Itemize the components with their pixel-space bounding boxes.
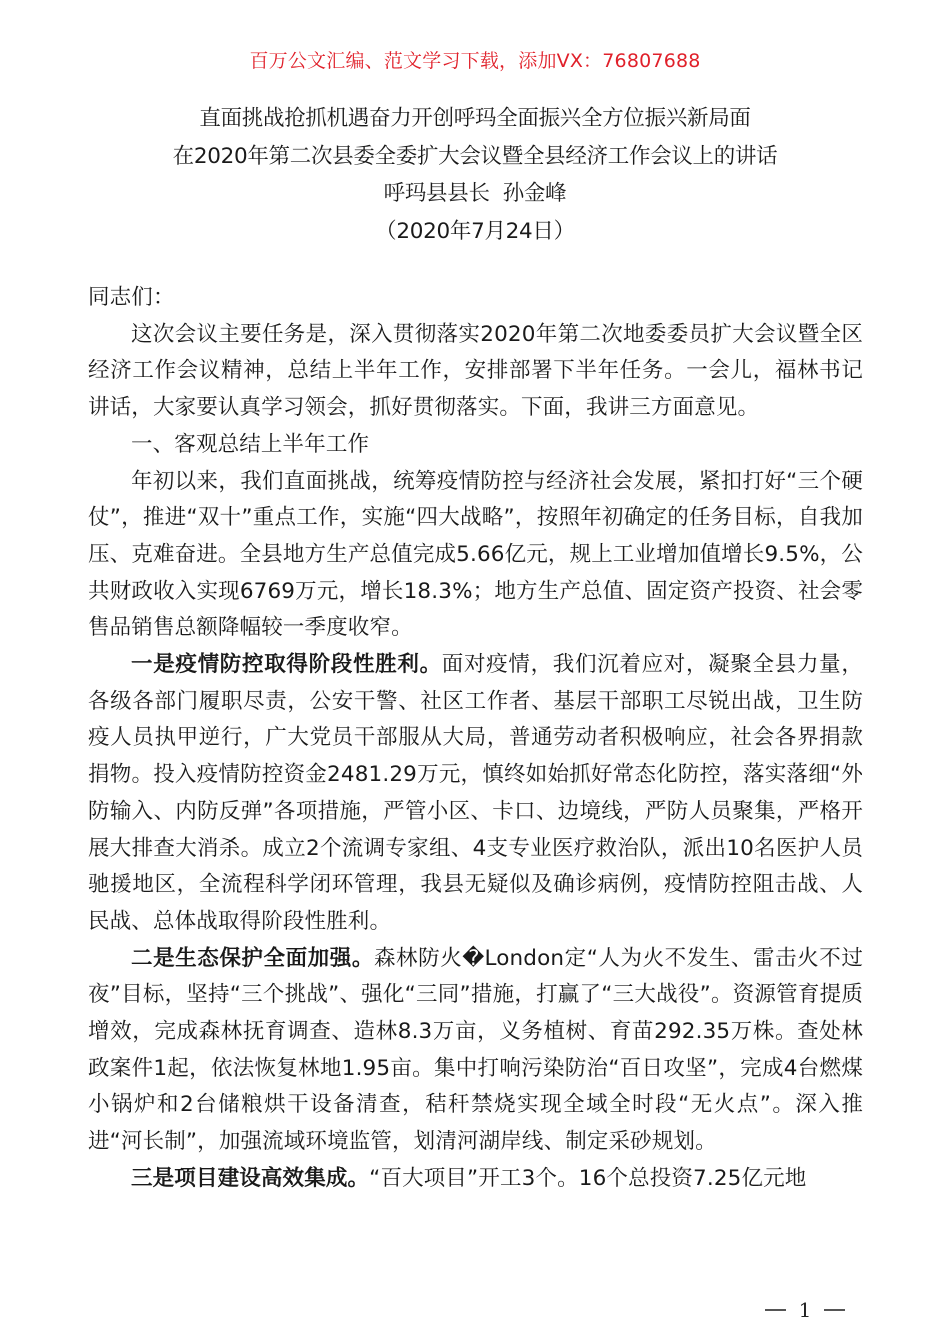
paragraph-ecology — [88, 941, 863, 1161]
document-author: 呼玛县县长 孙金峰 — [383, 181, 567, 206]
document-date: （2020年7月24日） — [375, 218, 575, 244]
paragraph-intro: 这次会议主要任务是，深入贯彻落实2020年第二次地委委员扩大会议暨全区经济工作会议精神，总结上半年工作，安排部署下半年任务。一会儿，福林书记讲话，大家要认真学习领会，抓好贯彻落实。下面，我讲三方面意见。 — [88, 321, 863, 421]
document-title: 直面挑战抢抓机遇奋力开创呼玛全面振兴全方位振兴新局面 — [199, 106, 751, 131]
page-number-footer — [765, 1298, 845, 1322]
paragraph-text-ecology: 森林防火�London定“人为火不发生、雷击火不过夜”目标，坚持“三个挑战”、强化“三同”措施，打赢了“三大战役”。资源管育提质增效，完成森林抚育调查、造林8.3万亩，义务植树、育苗292.35万株。查处林政案件1起，依法恢复林地1.95亩。集中打响污染防治“百日攻坚”，完成4台燃煤小锅炉和2台储粮烘干设备清查，秸秆禁烧实现全域全时段“无火点”。深入推进“河长制”，加强流域环境监管，划清河湖岸线、制定采砂规划。 — [88, 945, 863, 1155]
paragraph-overview: 年初以来，我们直面挑战，统筹疫情防控与经济社会发展，紧扣打好“三个硬仗”，推进“双十”重点工作，实施“四大战略”，按照年初确定的任务目标，自我加压、克难奋进。全县地方生产总值完成5.66亿元，规上工业增加值增长9.5%，公共财政收入实现6769万元，增长18.3%；地方生产总值、固定资产投资、社会零售品销售总额降幅较一季度收窄。 — [88, 468, 863, 641]
document-title-block — [0, 100, 950, 250]
paragraph-lead-projects: 三是项目建设高效集成。 — [131, 1165, 370, 1191]
page-dash-right — [824, 1309, 845, 1311]
paragraph-lead-ecology: 二是生态保护全面加强。 — [131, 945, 374, 971]
paragraph-text-epidemic: 面对疫情，我们沉着应对，凝聚全县力量，各级各部门履职尽责，公安干警、社区工作者、基层干部职工尽锐出战，卫生防疫人员执甲逆行，广大党员干部服从大局，普通劳动者积极响应，社会各界捐款捐物。投入疫情防控资金2481.29万元，慎终如始抓好常态化防控，落实落细“外防输入、内防反弹”各项措施，严管小区、卡口、边境线，严防人员聚集，严格开展大排查大消杀。成立2个流调专家组、4支专业医疗救治队，派出10名医护人员驰援地区，全流程科学闭环管理，我县无疑似及确诊病例，疫情防控阻击战、人民战、总体战取得阶段性胜利。 — [88, 652, 863, 934]
paragraph-lead-epidemic: 一是疫情防控取得阶段性胜利。 — [131, 652, 442, 678]
watermark-banner: 百万公文汇编、范文学习下载，添加VX：76807688 — [249, 50, 701, 72]
page-dash-left — [765, 1309, 786, 1311]
greeting: 同志们： — [88, 285, 175, 310]
paragraph-text-projects: “百大项目”开工3个。16个总投资7.25亿元地 — [369, 1165, 807, 1191]
document-body — [88, 280, 863, 1198]
paragraph-epidemic — [88, 647, 863, 941]
document-subtitle: 在2020年第二次县委全委扩大会议暨全县经济工作会议上的讲话 — [172, 143, 778, 169]
section-heading-1: 一、客观总结上半年工作 — [131, 431, 370, 457]
paragraph-projects — [88, 1161, 863, 1198]
page-number: 1 — [798, 1298, 812, 1322]
